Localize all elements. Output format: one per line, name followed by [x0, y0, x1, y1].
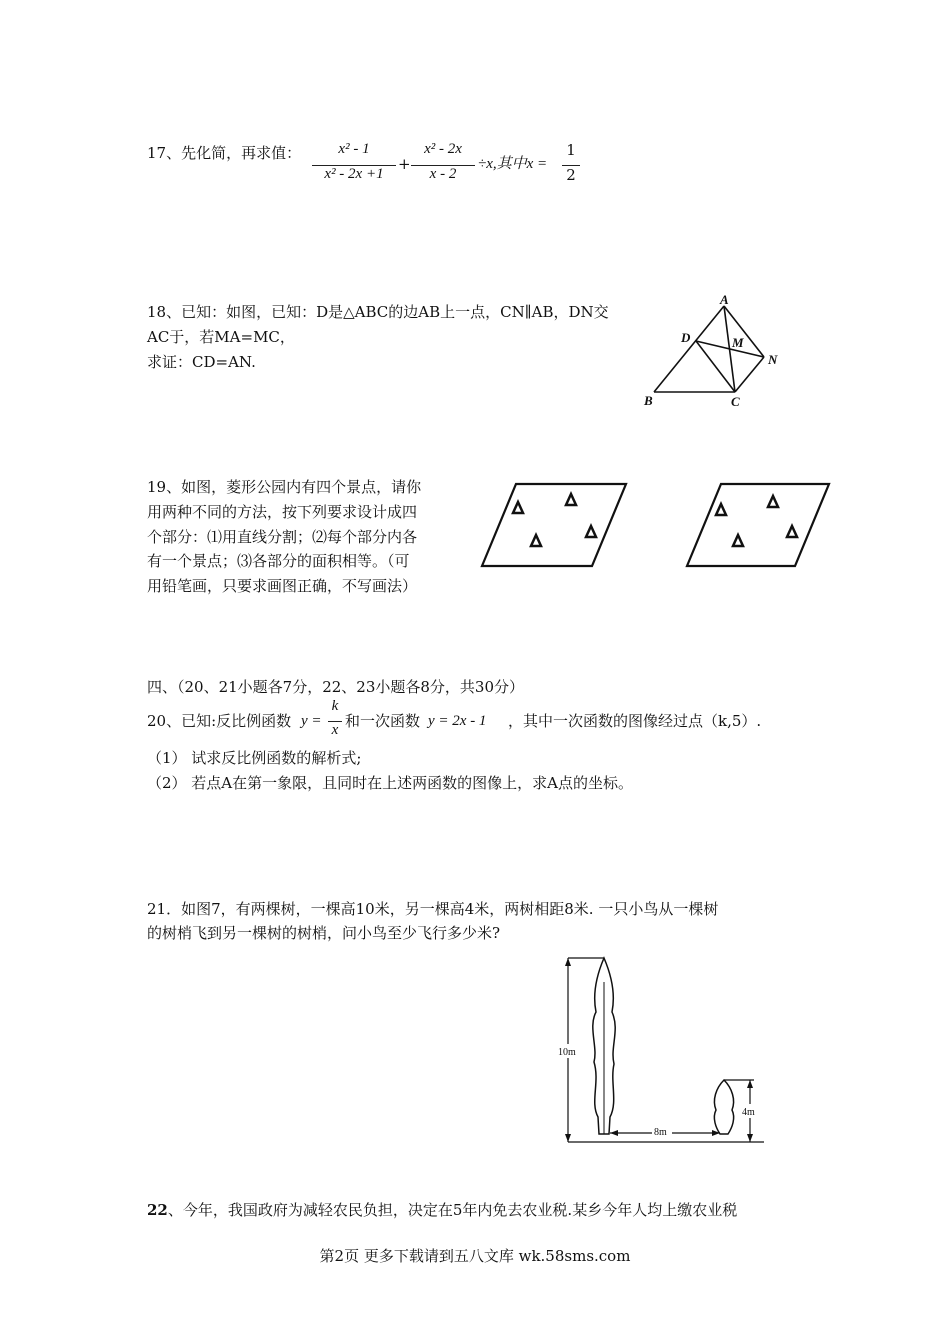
q18-segment-cn — [735, 357, 764, 392]
q21-label-4m: 4m — [742, 1107, 755, 1118]
spot-icon — [513, 502, 523, 513]
q21-label-10m: 10m — [558, 1047, 576, 1058]
q17-frac1-denominator: x² - 2x +1 — [324, 166, 384, 182]
spot-icon — [566, 494, 576, 505]
q21-line-2: 的树梢飞到另一棵树的树梢，问小鸟至少飞行多少米? — [147, 924, 501, 942]
q20-prefix: 20、已知:反比例函数 — [147, 712, 292, 730]
q19-rhombus-figure-1 — [478, 478, 630, 572]
q17-frac2-denominator: x - 2 — [429, 166, 457, 182]
q17-frac1-numerator: x² - 1 — [338, 141, 370, 157]
q18-line-2: AC于，若MA=MC， — [147, 328, 295, 346]
q20-part-1: （1） 试求反比例函数的解析式; — [147, 749, 362, 767]
q18-label-b: B — [644, 393, 653, 407]
q18-line-1: 18、已知：如图，已知：D是△ABC的边AB上一点，CN∥AB，DN交 — [147, 303, 609, 321]
q19-line-2: 用两种不同的方法，按下列要求设计成四 — [147, 503, 418, 521]
q18-line-3: 求证：CD=AN. — [147, 353, 256, 371]
q18-triangle-figure — [640, 292, 790, 407]
q19-line-5: 用铅笔画，只要求画图正确，不写画法） — [147, 577, 418, 595]
q17-plus: + — [398, 155, 411, 173]
q17-frac2-numerator: x² - 2x — [424, 141, 462, 157]
spot-icon — [768, 496, 778, 507]
q21-label-8m: 8m — [654, 1127, 667, 1138]
spot-icon — [733, 535, 743, 546]
spot-icon — [716, 504, 726, 515]
q17-value-numerator: 1 — [566, 141, 576, 159]
q19-rhombus-figure-2 — [683, 478, 833, 572]
spot-icon — [787, 526, 797, 537]
q20-x-denominator: x — [331, 722, 339, 738]
q19-line-3: 个部分：⑴用直线分割；⑵每个部分内各 — [147, 528, 418, 546]
q22-number: 22 — [147, 1201, 168, 1219]
q20-y-equals: y = — [301, 713, 322, 729]
q22-line-1 — [147, 1198, 737, 1222]
q21-trees-figure — [554, 952, 768, 1147]
spot-icon — [531, 535, 541, 546]
q20-linear-function: y = 2x - 1 — [428, 713, 487, 729]
q21-line-1: 21．如图7，有两棵树，一棵高10米，另一棵高4米，两树相距8米. 一只小鸟从一棵树 — [147, 900, 719, 918]
page-footer: 第2页 更多下载请到五八文库 wk.58sms.com — [319, 1247, 631, 1265]
q19-rhombus-outline-1 — [482, 484, 626, 566]
q19-rhombus-outline-2 — [687, 484, 829, 566]
q17-value-denominator: 2 — [566, 166, 576, 184]
spot-icon — [586, 526, 596, 537]
q20-suffix: ，其中一次函数的图像经过点（k,5）. — [508, 712, 762, 730]
q18-label-c: C — [731, 394, 740, 407]
q20-part-2: （2） 若点A在第一象限，且同时在上述两函数的图像上，求A点的坐标。 — [147, 774, 633, 792]
q19-line-4: 有一个景点；⑶各部分的面积相等。（可 — [147, 552, 410, 570]
q18-label-a: A — [720, 292, 729, 307]
q19-line-1: 19、如图，菱形公园内有四个景点，请你 — [147, 478, 422, 496]
q22-text: 、今年，我国政府为减轻农民负担，决定在5年内免去农业税.某乡今年人均上缴农业税 — [167, 1201, 738, 1219]
section-4-heading: 四、（20、21小题各7分，22、23小题各8分，共30分） — [147, 678, 525, 696]
q18-label-m: M — [732, 335, 744, 350]
q20-k-numerator: k — [331, 698, 339, 714]
q21-short-tree — [714, 1080, 733, 1134]
q20-mid-text: 和一次函数 — [345, 712, 421, 730]
q18-label-d: D — [681, 330, 691, 345]
q18-side-ab — [654, 306, 724, 392]
q18-label-n: N — [768, 352, 778, 367]
q17-prefix: 17、先化简，再求值： — [147, 144, 302, 162]
q17-tail: ÷x,其中x = — [478, 156, 548, 172]
